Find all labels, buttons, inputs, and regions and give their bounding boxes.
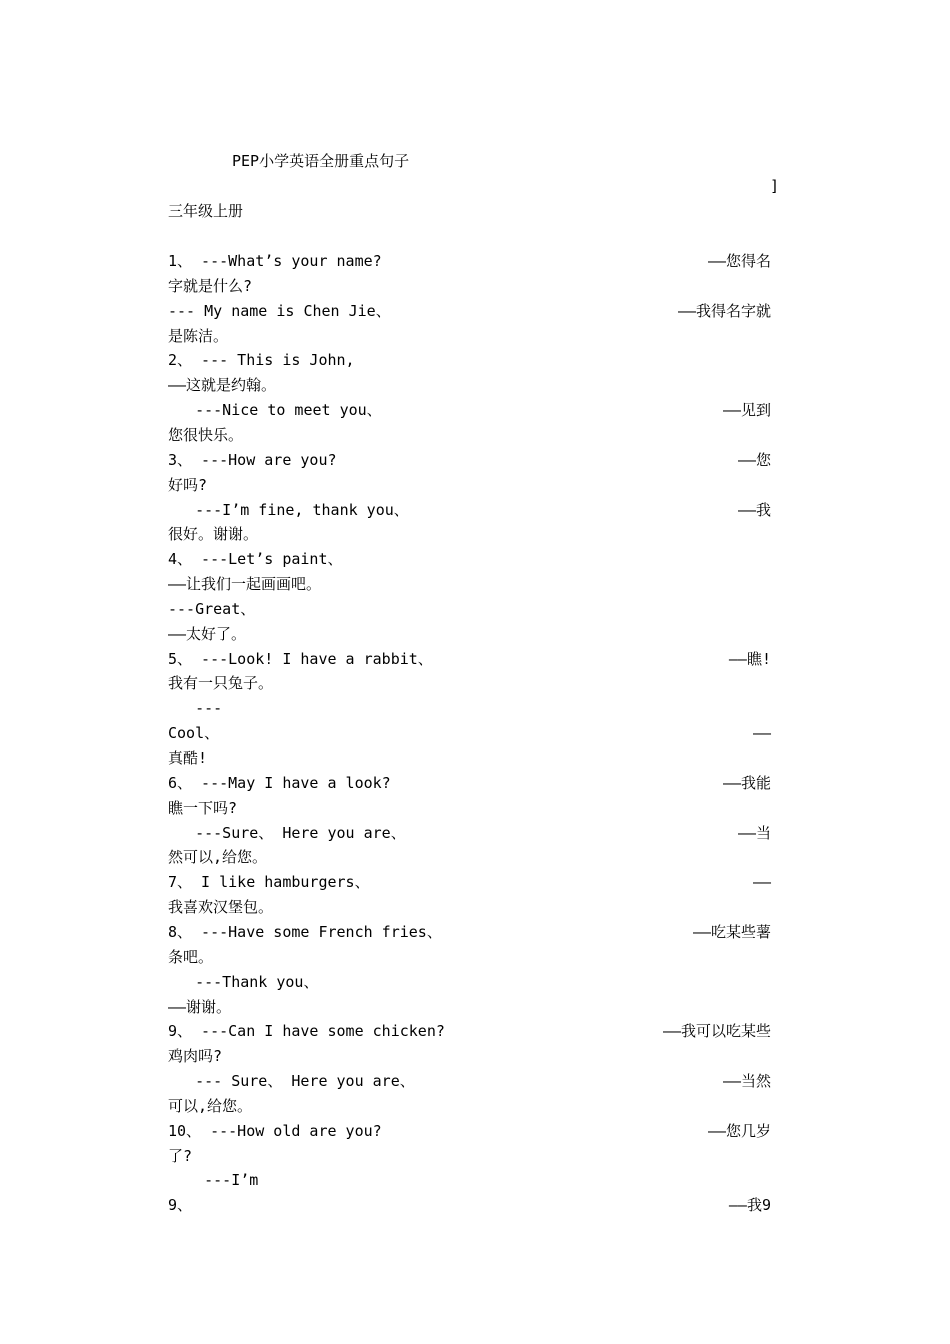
text-line: 字就是什么? [168, 277, 253, 295]
text-line: 3、 ---How are you? [168, 451, 337, 469]
text-line: 我喜欢汉堡包。 [168, 898, 274, 916]
translation-line: —— [752, 724, 771, 742]
translation-line: ——见到 [722, 401, 771, 419]
section-heading: 三年级上册 [168, 202, 244, 220]
text-line: ——谢谢。 [168, 998, 232, 1016]
text-line: ---Thank you、 [168, 973, 319, 991]
text-line: 是陈洁。 [168, 327, 229, 345]
text-line: 很好。谢谢。 [168, 525, 259, 543]
text-line: 瞧一下吗? [168, 799, 238, 817]
text-line: 2、 --- This is John, [168, 351, 355, 369]
text-line: 8、 ---Have some French fries、 [168, 923, 442, 941]
text-line: 好吗? [168, 476, 208, 494]
text-line: ——太好了。 [168, 625, 247, 643]
translation-line: ——吃某些薯 [692, 923, 771, 941]
translation-line: ——我可以吃某些 [662, 1022, 771, 1040]
translation-line: ——当 [737, 824, 771, 842]
translation-line: ——当然 [722, 1072, 771, 1090]
text-line: 条吧。 [168, 948, 214, 966]
text-line: 可以,给您。 [168, 1097, 253, 1115]
text-line: 然可以,给您。 [168, 848, 268, 866]
text-line: 6、 ---May I have a look? [168, 774, 391, 792]
text-line: ——让我们一起画画吧。 [168, 575, 322, 593]
translation-line: ——我得名字就 [677, 302, 771, 320]
text-line: 鸡肉吗? [168, 1047, 223, 1065]
text-line: 真酷! [168, 749, 208, 767]
text-line: --- [168, 699, 223, 717]
text-line: 我有一只兔子。 [168, 674, 274, 692]
text-line: 9、 ---Can I have some chicken? [168, 1022, 445, 1040]
document-title: PEP小学英语全册重点句子 [232, 152, 410, 170]
text-line: 了? [168, 1147, 193, 1165]
text-line: 4、 ---Let’s paint、 [168, 550, 343, 568]
text-line: 9、 [168, 1196, 193, 1214]
text-line: 10、 ---How old are you? [168, 1122, 382, 1140]
text-line: 5、 ---Look! I have a rabbit、 [168, 650, 433, 668]
text-line: ——这就是约翰。 [168, 376, 277, 394]
translation-line: ——您得名 [707, 252, 771, 270]
text-line: Cool、 [168, 724, 220, 742]
translation-line: ——我能 [722, 774, 771, 792]
text-line: ---I’m fine, thank you、 [168, 501, 409, 519]
text-line: --- My name is Chen Jie、 [168, 302, 391, 320]
translation-line: ——您几岁 [707, 1122, 771, 1140]
translation-line: ——您 [737, 451, 771, 469]
translation-line: ——我 [737, 501, 771, 519]
text-line: --- Sure、 Here you are、 [168, 1072, 415, 1090]
text-line: ---Sure、 Here you are、 [168, 824, 406, 842]
text-line: 1、 ---What’s your name? [168, 252, 382, 270]
translation-line: ——瞧! [728, 650, 771, 668]
text-line: ---Great、 [168, 600, 256, 618]
text-line: 您很快乐。 [168, 426, 244, 444]
text-line: ---I’m [168, 1171, 259, 1189]
translation-line: ——我9 [728, 1196, 771, 1214]
text-line: 7、 I like hamburgers、 [168, 873, 370, 891]
text-line: ---Nice to meet you、 [168, 401, 382, 419]
stray-bracket: ] [770, 177, 780, 195]
translation-line: —— [752, 873, 771, 891]
